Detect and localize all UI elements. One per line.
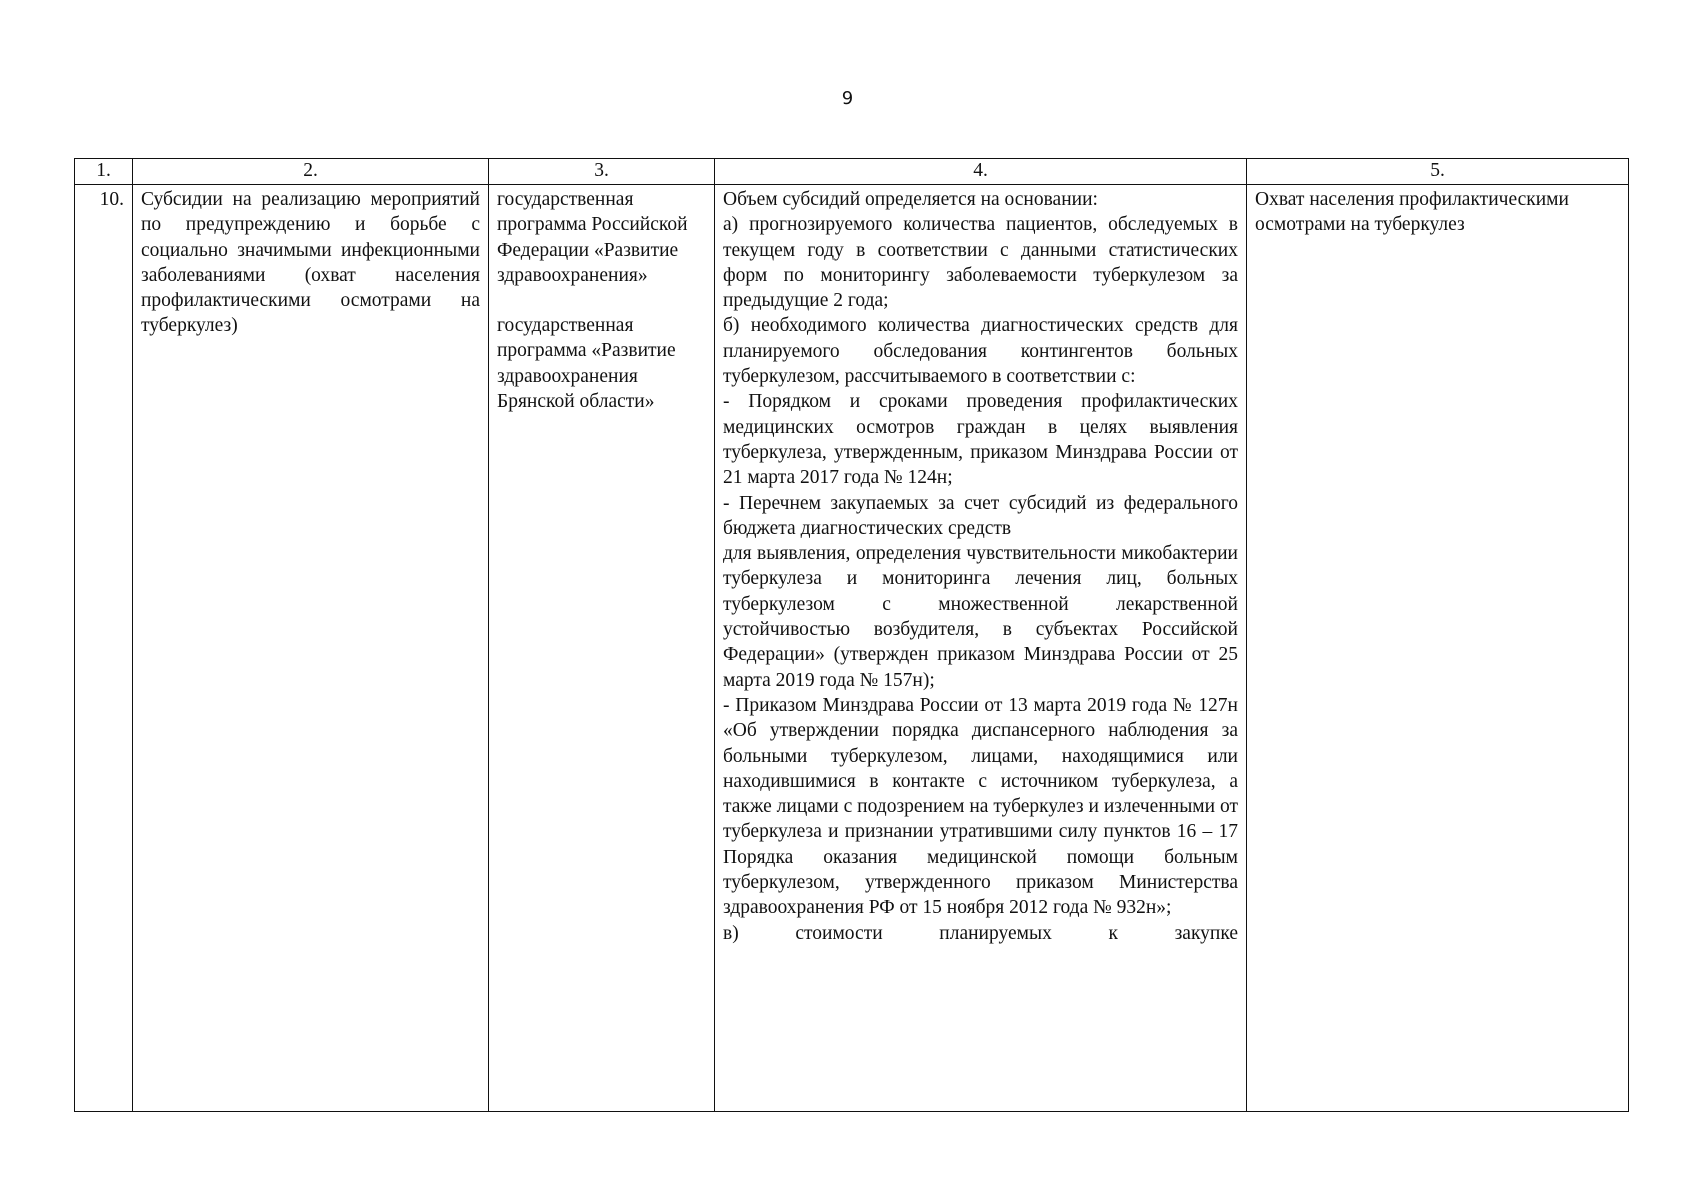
page-number: 9 xyxy=(841,88,854,109)
indicator-cell: Охват населения профилактическими осмотрами на туберкулез xyxy=(1247,185,1629,1112)
header-cell-2: 2. xyxy=(133,159,489,185)
basis-dash-2a-text: - Перечнем закупаемых за счет субсидий из федерального бюджета диагностических средств xyxy=(723,492,1238,539)
header-cell-1: 1. xyxy=(75,159,133,185)
header-cell-5: 5. xyxy=(1247,159,1629,185)
row-number-cell: 10. xyxy=(75,185,133,1112)
program-cell xyxy=(489,185,715,1112)
indicator-table xyxy=(74,158,1629,1112)
basis-intro-text: Объем субсидий определяется на основании: xyxy=(723,189,1098,210)
table-row xyxy=(75,185,1629,1112)
federal-program-text: государственная программа Российской Федерации «Развитие здравоохранения» xyxy=(497,189,688,286)
calculation-basis-cell xyxy=(715,185,1247,1112)
basis-item-c-text: в) стоимости планируемых к закупке xyxy=(723,922,1238,944)
header-cell-3: 3. xyxy=(489,159,715,185)
basis-item-a-text: а) прогнозируемого количества пациентов, обследуемых в текущем году в соответствии с данными статистических форм по мониторингу заболеваемости туберкулезом за предыдущие 2 года; xyxy=(723,214,1238,312)
basis-item-b-text: б) необходимого количества диагностических средств для планируемого обследования контингентов больных туберкулезом, рассчитываемого в соответствии с: xyxy=(723,315,1238,388)
basis-dash-2b-text: для выявления, определения чувствительности микобактерии туберкулеза и мониторинга лечения лиц, больных туберкулезом с множественной лекарственной устойчивостью возбудителя, в субъектах Российской Федерации» (утвержден приказом Минздрава России от 25 марта 2019 года № 157н); xyxy=(723,543,1238,691)
basis-dash-1-text: - Порядком и сроками проведения профилактических медицинских осмотров граждан в целях выявления туберкулеза, утвержденным, приказом Минздрава России от 21 марта 2017 года № 124н; xyxy=(723,391,1238,489)
basis-dash-3-text: - Приказом Минздрава России от 13 марта 2019 года № 127н «Об утверждении порядка диспансерного наблюдения за больными туберкулезом, лицами, находящимися или находившимися в контакте с источником туберкулеза, а также лицами с подозрением на туберкулез и излеченными от туберкулеза и признании утратившими силу пунктов 16 – 17 Порядка оказания медицинской помощи больным туберкулезом, утвержденного приказом Министерства здравоохранения РФ от 15 ноября 2012 года № 932н»; xyxy=(723,694,1238,919)
subsidy-name-cell: Субсидии на реализацию мероприятий по предупреждению и борьбе с социально значимыми инфекционными заболеваниями (охват населения профилактическими осмотрами на туберкулез) xyxy=(133,185,489,1112)
header-cell-4: 4. xyxy=(715,159,1247,185)
regional-program-text: государственная программа «Развитие здравоохранения Брянской области» xyxy=(497,315,676,413)
table-header-row xyxy=(75,159,1629,185)
